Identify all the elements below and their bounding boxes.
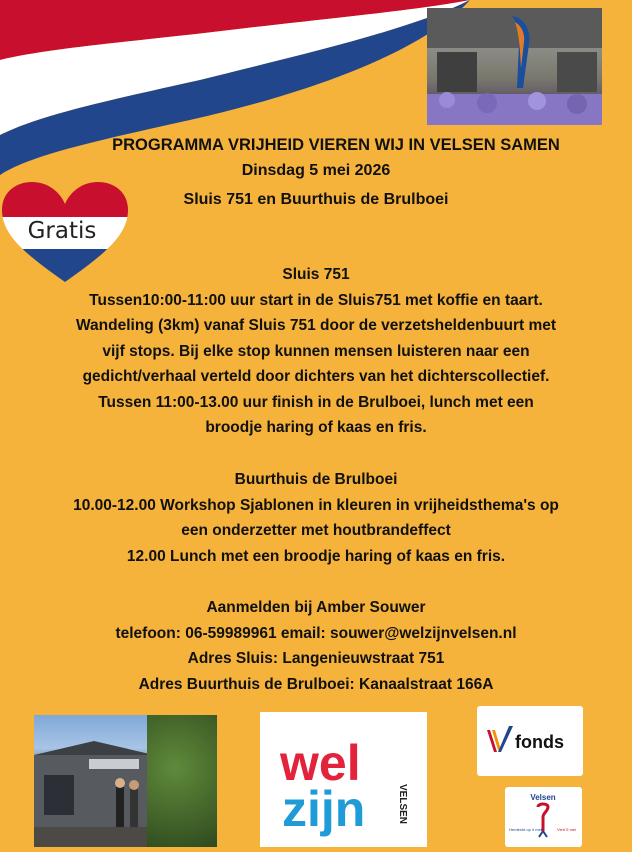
brulboei-line: 10.00-12.00 Workshop Sjablonen in kleuren in vrijheidsthema's op [73, 496, 559, 514]
sluis-line: broodje haring of kaas en fris. [205, 419, 427, 436]
brulboei-line: 12.00 Lunch met een broodje haring of kaas en fris. [126, 547, 506, 565]
sluis-line: gedicht/verhaal verteld door dichters van het dichterscollectief. [82, 368, 550, 385]
sluis-section [0, 262, 632, 441]
brulboei-line: een onderzetter met houtbrandeffect [181, 522, 451, 539]
velsen-title: Velsen [530, 793, 556, 802]
sluis-heading: Sluis 751 [282, 266, 350, 283]
welzijn-logo-side: VELSEN [397, 784, 408, 825]
vfonds-logo [477, 706, 583, 776]
sluis-line: Wandeling (3km) vanaf Sluis 751 door de verzetsheldenbuurt met [75, 317, 557, 334]
brulboei-heading: Buurthuis de Brulboei [234, 471, 398, 488]
event-locations: Sluis 751 en Buurthuis de Brulboei [183, 191, 449, 208]
velsen-left: Herdenkt op 4 mei [509, 827, 542, 832]
foliage [147, 715, 217, 847]
fonds-label: fonds [515, 732, 564, 752]
address-brulboei: Adres Buurthuis de Brulboei: Kanaalstraat 166A [138, 675, 494, 693]
welzijn-logo-line1: wel [280, 735, 361, 791]
sluis-line: vijf stops. Bij elke stop kunnen mensen luisteren naar een [102, 342, 530, 360]
velsen-herdenkt-logo [505, 787, 582, 847]
page-title: PROGRAMMA VRIJHEID VIEREN WIJ IN VELSEN SAMEN [112, 136, 560, 154]
event-date: Dinsdag 5 mei 2026 [241, 162, 391, 179]
free-badge-label: Gratis [27, 218, 97, 244]
velsen-right: Viert 5 mei [557, 827, 577, 832]
building-photo [427, 8, 602, 125]
contact-section [0, 595, 632, 697]
welzijn-logo-line2: zijn [282, 781, 366, 837]
phone-email-line: telefoon: 06-59989961 email: souwer@welzijnvelsen.nl [115, 624, 517, 642]
brulboei-section [0, 467, 632, 569]
register-line: Aanmelden bij Amber Souwer [206, 599, 426, 616]
welzijn-velsen-logo [260, 712, 427, 847]
sluis-line: Tussen 11:00-13.00 uur finish in de Brulboei, lunch met een [98, 393, 534, 411]
address-sluis: Adres Sluis: Langenieuwstraat 751 [187, 650, 445, 667]
community-photo [34, 715, 217, 847]
sluis-line: Tussen10:00-11:00 uur start in de Sluis751 met koffie en taart. [89, 291, 543, 309]
